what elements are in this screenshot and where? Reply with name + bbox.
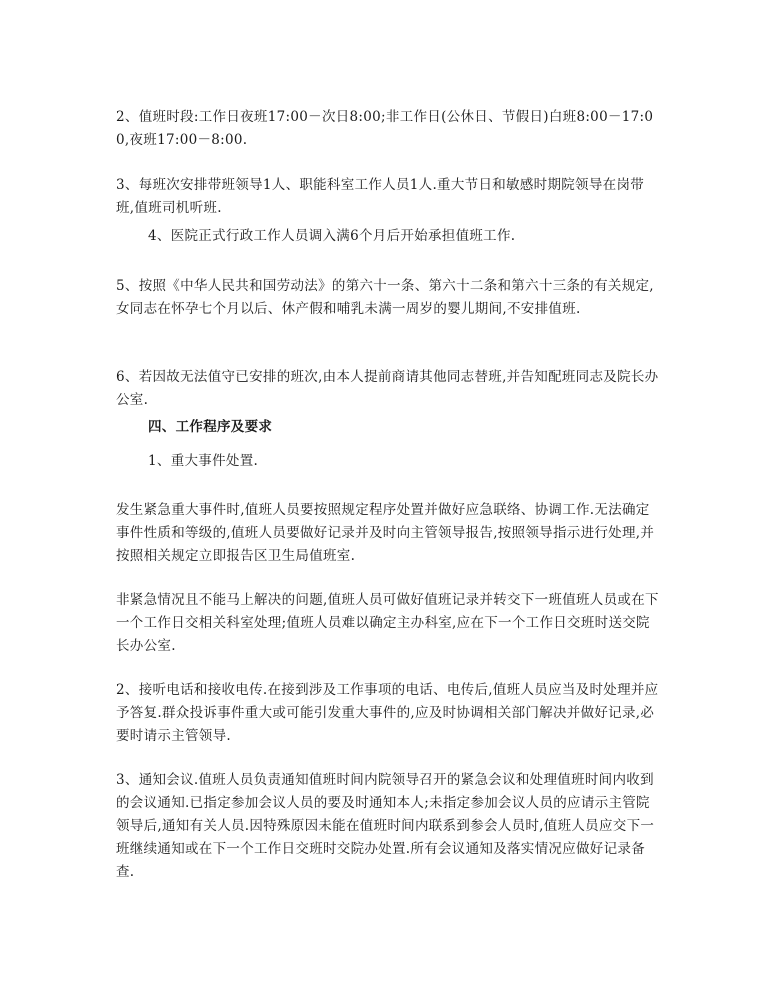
- paragraph-duty-eligibility: 4、医院正式行政工作人员调入满6个月后开始承担值班工作.: [148, 228, 516, 244]
- paragraph-non-emergency-handling: 非紧急情况且不能马上解决的问题,值班人员可做好值班记录并转交下一班值班人员或在下一个工作日交相关科室处理;值班人员难以确定主办科室,应在下一个工作日交班时送交院长办公室.: [116, 592, 659, 654]
- paragraph-meeting-notice: 3、通知会议.值班人员负责通知值班时间内院领导召开的紧急会议和处理值班时间内收到的会议通知.已指定参加会议人员的要及时通知本人;未指定参加会议人员的应请示主管院领导后,通知有关人员.因特殊原因未能在值班时间内联系到参会人员时,值班人员应交下一班继续通知或在下一个工作日交班时交院办处置.所有会议通知及落实情况应做好记录备查.: [116, 772, 655, 880]
- paragraph-shift-staffing: 3、每班次安排带班领导1人、职能科室工作人员1人.重大节日和敏感时期院领导在岗带班,值班司机听班.: [116, 177, 645, 216]
- paragraph-emergency-handling: 发生紧急重大事件时,值班人员要按照规定程序处置并做好应急联络、协调工作.无法确定事件性质和等级的,值班人员要做好记录并及时向主管领导报告,按照领导指示进行处理,并按照相关规定立即报告区卫生局值班室.: [116, 502, 655, 564]
- paragraph-shift-swap: 6、若因故无法值守已安排的班次,由本人提前商请其他同志替班,并告知配班同志及院长办公室.: [116, 369, 659, 408]
- paragraph-phone-telex: 2、接听电话和接收电传.在接到涉及工作事项的电话、电传后,值班人员应当及时处理并应予答复.群众投诉事件重大或可能引发重大事件的,应及时协调相关部门解决并做好记录,必要时请示主管领导.: [116, 682, 659, 744]
- paragraph-duty-hours: 2、值班时段:工作日夜班17:00－次日8:00;非工作日(公休日、节假日)白班8:00－17:00,夜班17:00－8:00.: [116, 109, 654, 148]
- paragraph-major-events-title: 1、重大事件处置.: [148, 453, 259, 469]
- paragraph-labor-law-exemption: 5、按照《中华人民共和国劳动法》的第六十一条、第六十二条和第六十三条的有关规定,女同志在怀孕七个月以后、休产假和哺乳未满一周岁的婴儿期间,不安排值班.: [116, 278, 654, 317]
- section-heading: 四、工作程序及要求: [148, 419, 273, 435]
